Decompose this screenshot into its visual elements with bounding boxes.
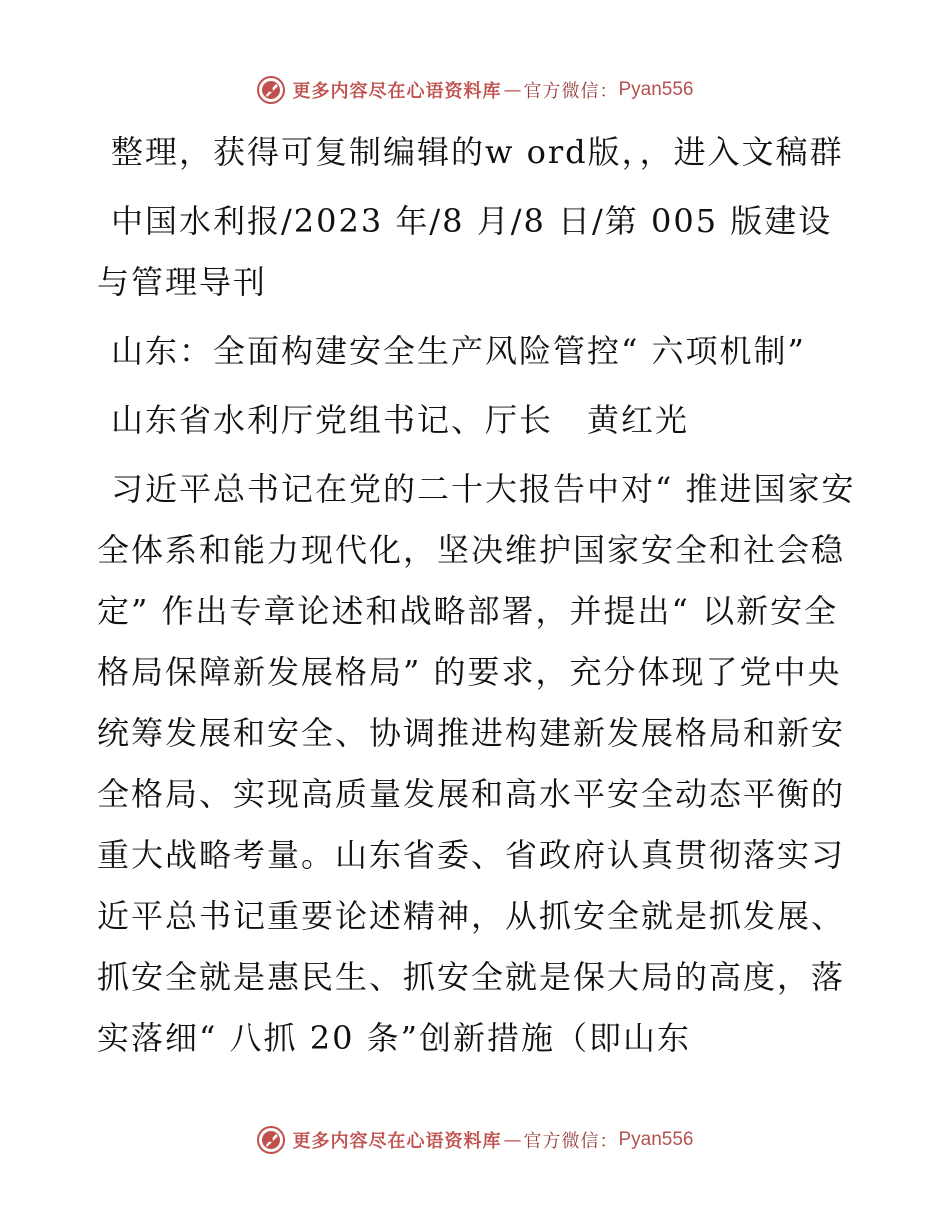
- footer-banner: [0, 1120, 950, 1160]
- source-line: 中国水利报/2023 年/8 月/8 日/第 005 版建设与管理导刊: [97, 202, 833, 301]
- banner-sub-text: 官方微信：: [523, 1131, 619, 1152]
- header-banner: [0, 70, 950, 110]
- pen-nib-logo-icon: [256, 1125, 286, 1155]
- intro-note: 整理，获得可复制编辑的w ord版，，进入文稿群: [111, 133, 844, 171]
- pen-nib-logo-icon: [256, 75, 286, 105]
- banner-wechat-id: Pyan556: [618, 1129, 694, 1150]
- banner-wechat-id: Pyan556: [618, 79, 694, 100]
- banner-main-text: 更多内容尽在心语资料库: [292, 81, 502, 102]
- article-title: 山东：全面构建安全生产风险管控“ 六项机制”: [111, 332, 806, 370]
- body-paragraph: 习近平总书记在党的二十大报告中对“ 推进国家安全体系和能力现代化，坚决维护国家安全和社会稳定” 作出专章论述和战略部署，并提出“ 以新安全格局保障新发展格局” 的要求，充分体现了党中央统筹发展和安全、协调推进构建新发展格局和新安全格局、实现高质量发展和高水平安全动态平衡的重大战略考量。山东省委、省政府认真贯彻落实习近平总书记重要论述精神，从抓安全就是抓发展、抓安全就是惠民生、抓安全就是保大局的高度，落实落细“ 八抓 20 条”创新措施（即山东: [97, 470, 856, 1057]
- banner-sub-text: 官方微信：: [523, 81, 619, 102]
- author-line: 山东省水利厅党组书记、厅长 黄红光: [111, 401, 690, 439]
- banner-separator: —: [503, 1129, 522, 1151]
- document-body: [97, 122, 857, 1069]
- banner-main-text: 更多内容尽在心语资料库: [292, 1131, 502, 1152]
- banner-separator: —: [503, 79, 522, 101]
